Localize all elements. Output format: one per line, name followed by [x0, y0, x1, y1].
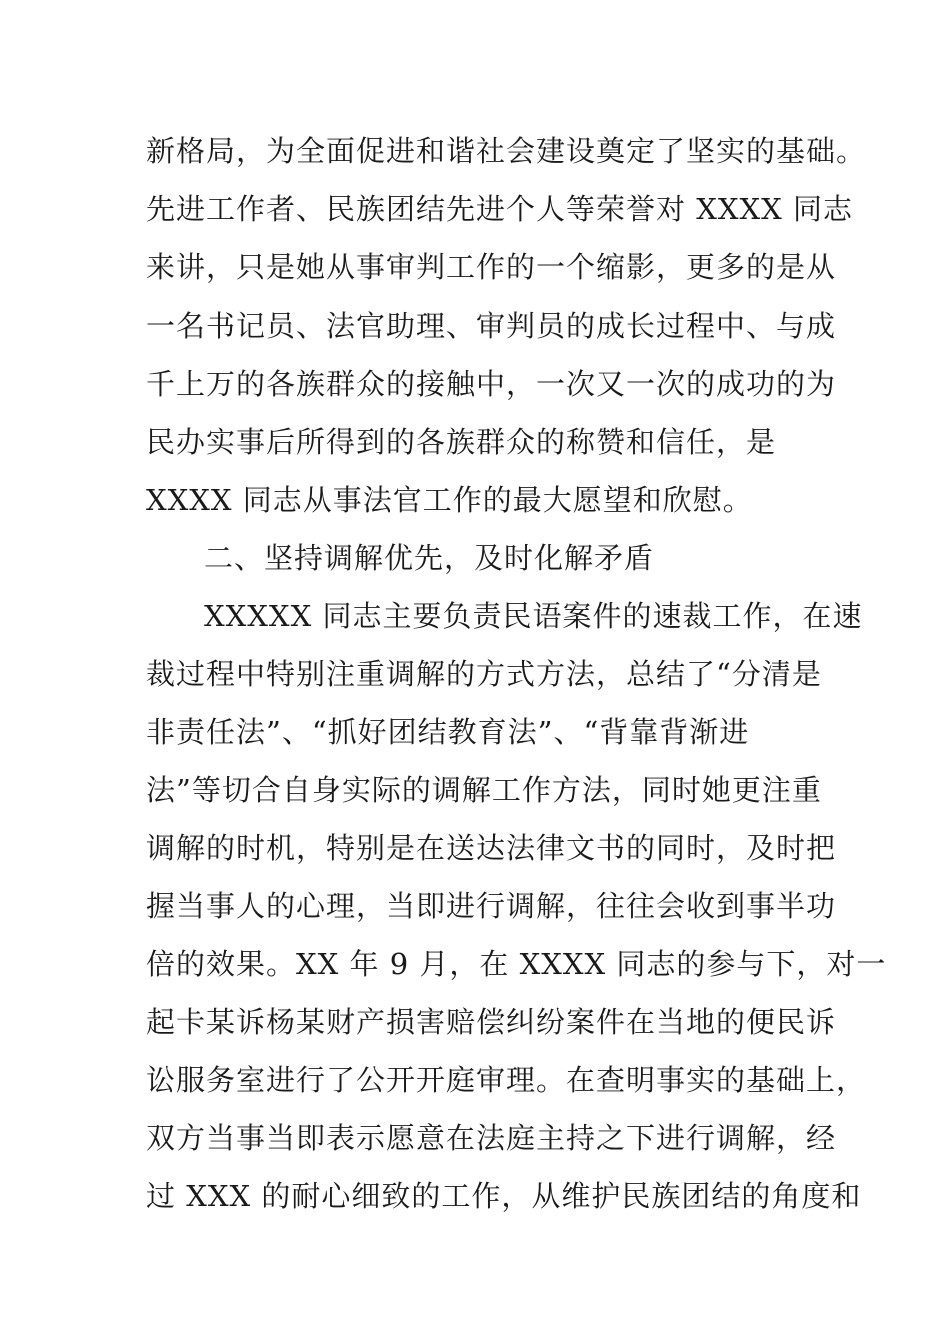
text-line: 来讲，只是她从事审判工作的一个缩影，更多的是从 — [146, 250, 837, 284]
section-heading: 二、坚持调解优先，及时化解矛盾 — [204, 541, 655, 575]
text-line: 民办实事后所得到的各族群众的称赞和信任，是 — [146, 425, 777, 459]
text-line: 裁过程中特别注重调解的方式方法，总结了“分清是 — [146, 657, 822, 691]
text-line: 讼服务室进行了公开开庭审理。在查明事实的基础上， — [146, 1063, 867, 1097]
text-line: 双方当事当即表示愿意在法庭主持之下进行调解，经 — [146, 1121, 837, 1155]
text-line: 调解的时机，特别是在送达法律文书的同时，及时把 — [146, 831, 837, 865]
text-line: 过 XXX 的耐心细致的工作，从维护民族团结的角度和 — [146, 1179, 862, 1213]
text-line: 握当事人的心理，当即进行调解，往往会收到事半功 — [146, 889, 837, 923]
text-line: XXXX 同志从事法官工作的最大愿望和欣慰。 — [146, 483, 753, 517]
text-line: 法”等切合自身实际的调解工作方法，同时她更注重 — [146, 773, 822, 807]
text-line: 先进工作者、民族团结先进个人等荣誉对 XXXX 同志 — [146, 192, 854, 226]
text-line: XXXXX 同志主要负责民语案件的速裁工作，在速 — [204, 599, 863, 633]
text-line: 千上万的各族群众的接触中，一次又一次的成功的为 — [146, 367, 837, 401]
text-line: 新格局，为全面促进和谐社会建设奠定了坚实的基础。 — [146, 134, 867, 168]
text-line: 非责任法”、“抓好团结教育法”、“背靠背渐进 — [146, 715, 750, 749]
text-line: 起卡某诉杨某财产损害赔偿纠纷案件在当地的便民诉 — [146, 1005, 837, 1039]
text-line: 倍的效果。XX 年 9 月，在 XXXX 同志的参与下，对一 — [146, 947, 887, 981]
text-line: 一名书记员、法官助理、审判员的成长过程中、与成 — [146, 309, 837, 343]
